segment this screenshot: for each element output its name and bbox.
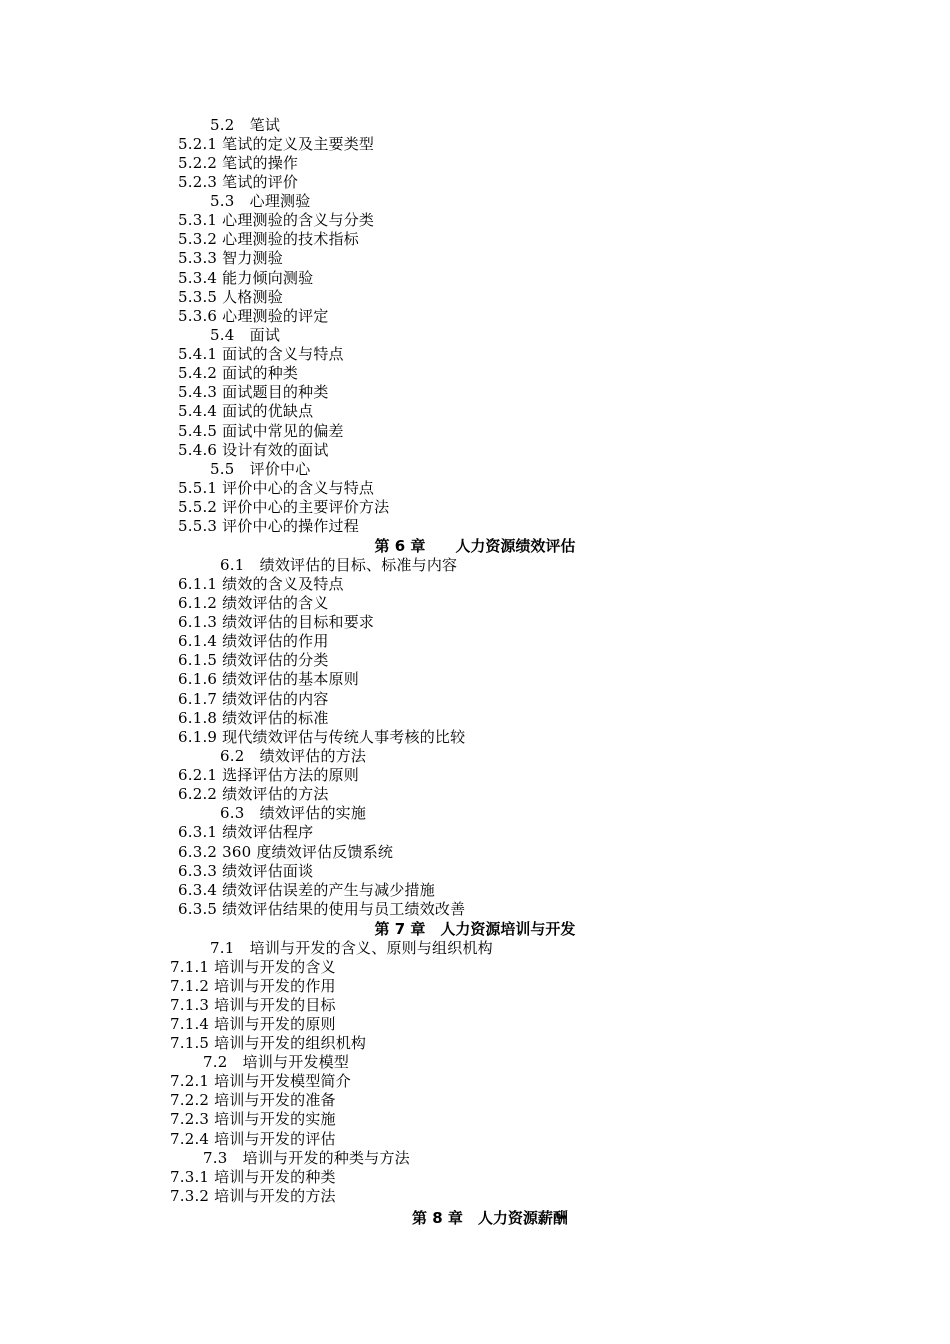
toc-item-7-1-5: 7.1.5 培训与开发的组织机构 (170, 1034, 367, 1052)
toc-item-5-4-4: 5.4.4 面试的优缺点 (178, 402, 314, 420)
toc-item-6-1-2: 6.1.2 绩效评估的含义 (178, 594, 329, 612)
toc-item-5-3-1: 5.3.1 心理测验的含义与分类 (178, 211, 375, 229)
toc-chapter-7-heading: 第 7 章 人力资源培训与开发 (374, 920, 576, 938)
toc-section-5-3: 5.3 心理测验 (210, 192, 311, 210)
toc-item-5-3-6: 5.3.6 心理测验的评定 (178, 307, 329, 325)
toc-item-7-1-1: 7.1.1 培训与开发的含义 (170, 958, 336, 976)
toc-item-6-1-1: 6.1.1 绩效的含义及特点 (178, 575, 344, 593)
toc-item-5-4-5: 5.4.5 面试中常见的偏差 (178, 422, 344, 440)
toc-item-5-5-3: 5.5.3 评价中心的操作过程 (178, 517, 359, 535)
toc-item-5-2-2: 5.2.2 笔试的操作 (178, 154, 299, 172)
toc-item-6-3-1: 6.3.1 绩效评估程序 (178, 823, 314, 841)
toc-section-6-3: 6.3 绩效评估的实施 (220, 804, 367, 822)
toc-item-5-3-4: 5.3.4 能力倾向测验 (178, 269, 314, 287)
toc-item-5-4-6: 5.4.6 设计有效的面试 (178, 441, 329, 459)
toc-chapter-6-heading: 第 6 章 人力资源绩效评估 (374, 537, 576, 555)
toc-item-6-3-4: 6.3.4 绩效评估误差的产生与减少措施 (178, 881, 435, 899)
toc-item-6-3-3: 6.3.3 绩效评估面谈 (178, 862, 314, 880)
toc-item-7-2-2: 7.2.2 培训与开发的准备 (170, 1091, 336, 1109)
toc-item-5-2-3: 5.2.3 笔试的评价 (178, 173, 299, 191)
toc-item-7-3-1: 7.3.1 培训与开发的种类 (170, 1168, 336, 1186)
toc-section-7-3: 7.3 培训与开发的种类与方法 (203, 1149, 410, 1167)
toc-item-5-5-1: 5.5.1 评价中心的含义与特点 (178, 479, 375, 497)
toc-item-6-1-4: 6.1.4 绩效评估的作用 (178, 632, 329, 650)
toc-item-6-3-5: 6.3.5 绩效评估结果的使用与员工绩效改善 (178, 900, 466, 918)
toc-item-5-2-1: 5.2.1 笔试的定义及主要类型 (178, 135, 375, 153)
toc-section-7-1: 7.1 培训与开发的含义、原则与组织机构 (210, 939, 493, 957)
toc-item-5-3-3: 5.3.3 智力测验 (178, 249, 283, 267)
toc-item-7-1-4: 7.1.4 培训与开发的原则 (170, 1015, 336, 1033)
toc-section-5-5: 5.5 评价中心 (210, 460, 311, 478)
toc-item-6-1-7: 6.1.7 绩效评估的内容 (178, 690, 329, 708)
toc-chapter-8-heading: 第 8 章 人力资源薪酬 (412, 1209, 568, 1227)
toc-section-5-2: 5.2 笔试 (210, 116, 281, 134)
toc-item-7-3-2: 7.3.2 培训与开发的方法 (170, 1187, 336, 1205)
toc-item-6-1-8: 6.1.8 绩效评估的标准 (178, 709, 329, 727)
toc-item-6-3-2: 6.3.2 360 度绩效评估反馈系统 (178, 843, 394, 861)
toc-item-6-1-5: 6.1.5 绩效评估的分类 (178, 651, 329, 669)
toc-section-7-2: 7.2 培训与开发模型 (203, 1053, 350, 1071)
toc-item-5-3-2: 5.3.2 心理测验的技术指标 (178, 230, 359, 248)
toc-item-6-1-9: 6.1.9 现代绩效评估与传统人事考核的比较 (178, 728, 466, 746)
toc-item-6-2-2: 6.2.2 绩效评估的方法 (178, 785, 329, 803)
toc-item-7-2-1: 7.2.1 培训与开发模型简介 (170, 1072, 351, 1090)
toc-item-5-3-5: 5.3.5 人格测验 (178, 288, 283, 306)
toc-item-7-2-4: 7.2.4 培训与开发的评估 (170, 1130, 336, 1148)
toc-item-5-5-2: 5.5.2 评价中心的主要评价方法 (178, 498, 390, 516)
toc-item-6-1-6: 6.1.6 绩效评估的基本原则 (178, 670, 359, 688)
toc-section-6-1: 6.1 绩效评估的目标、标准与内容 (220, 556, 458, 574)
toc-item-7-1-2: 7.1.2 培训与开发的作用 (170, 977, 336, 995)
toc-item-7-1-3: 7.1.3 培训与开发的目标 (170, 996, 336, 1014)
toc-item-5-4-1: 5.4.1 面试的含义与特点 (178, 345, 344, 363)
toc-item-5-4-2: 5.4.2 面试的种类 (178, 364, 299, 382)
toc-item-5-4-3: 5.4.3 面试题目的种类 (178, 383, 329, 401)
toc-item-6-1-3: 6.1.3 绩效评估的目标和要求 (178, 613, 375, 631)
toc-section-5-4: 5.4 面试 (210, 326, 281, 344)
toc-section-6-2: 6.2 绩效评估的方法 (220, 747, 367, 765)
toc-item-7-2-3: 7.2.3 培训与开发的实施 (170, 1110, 336, 1128)
toc-item-6-2-1: 6.2.1 选择评估方法的原则 (178, 766, 359, 784)
